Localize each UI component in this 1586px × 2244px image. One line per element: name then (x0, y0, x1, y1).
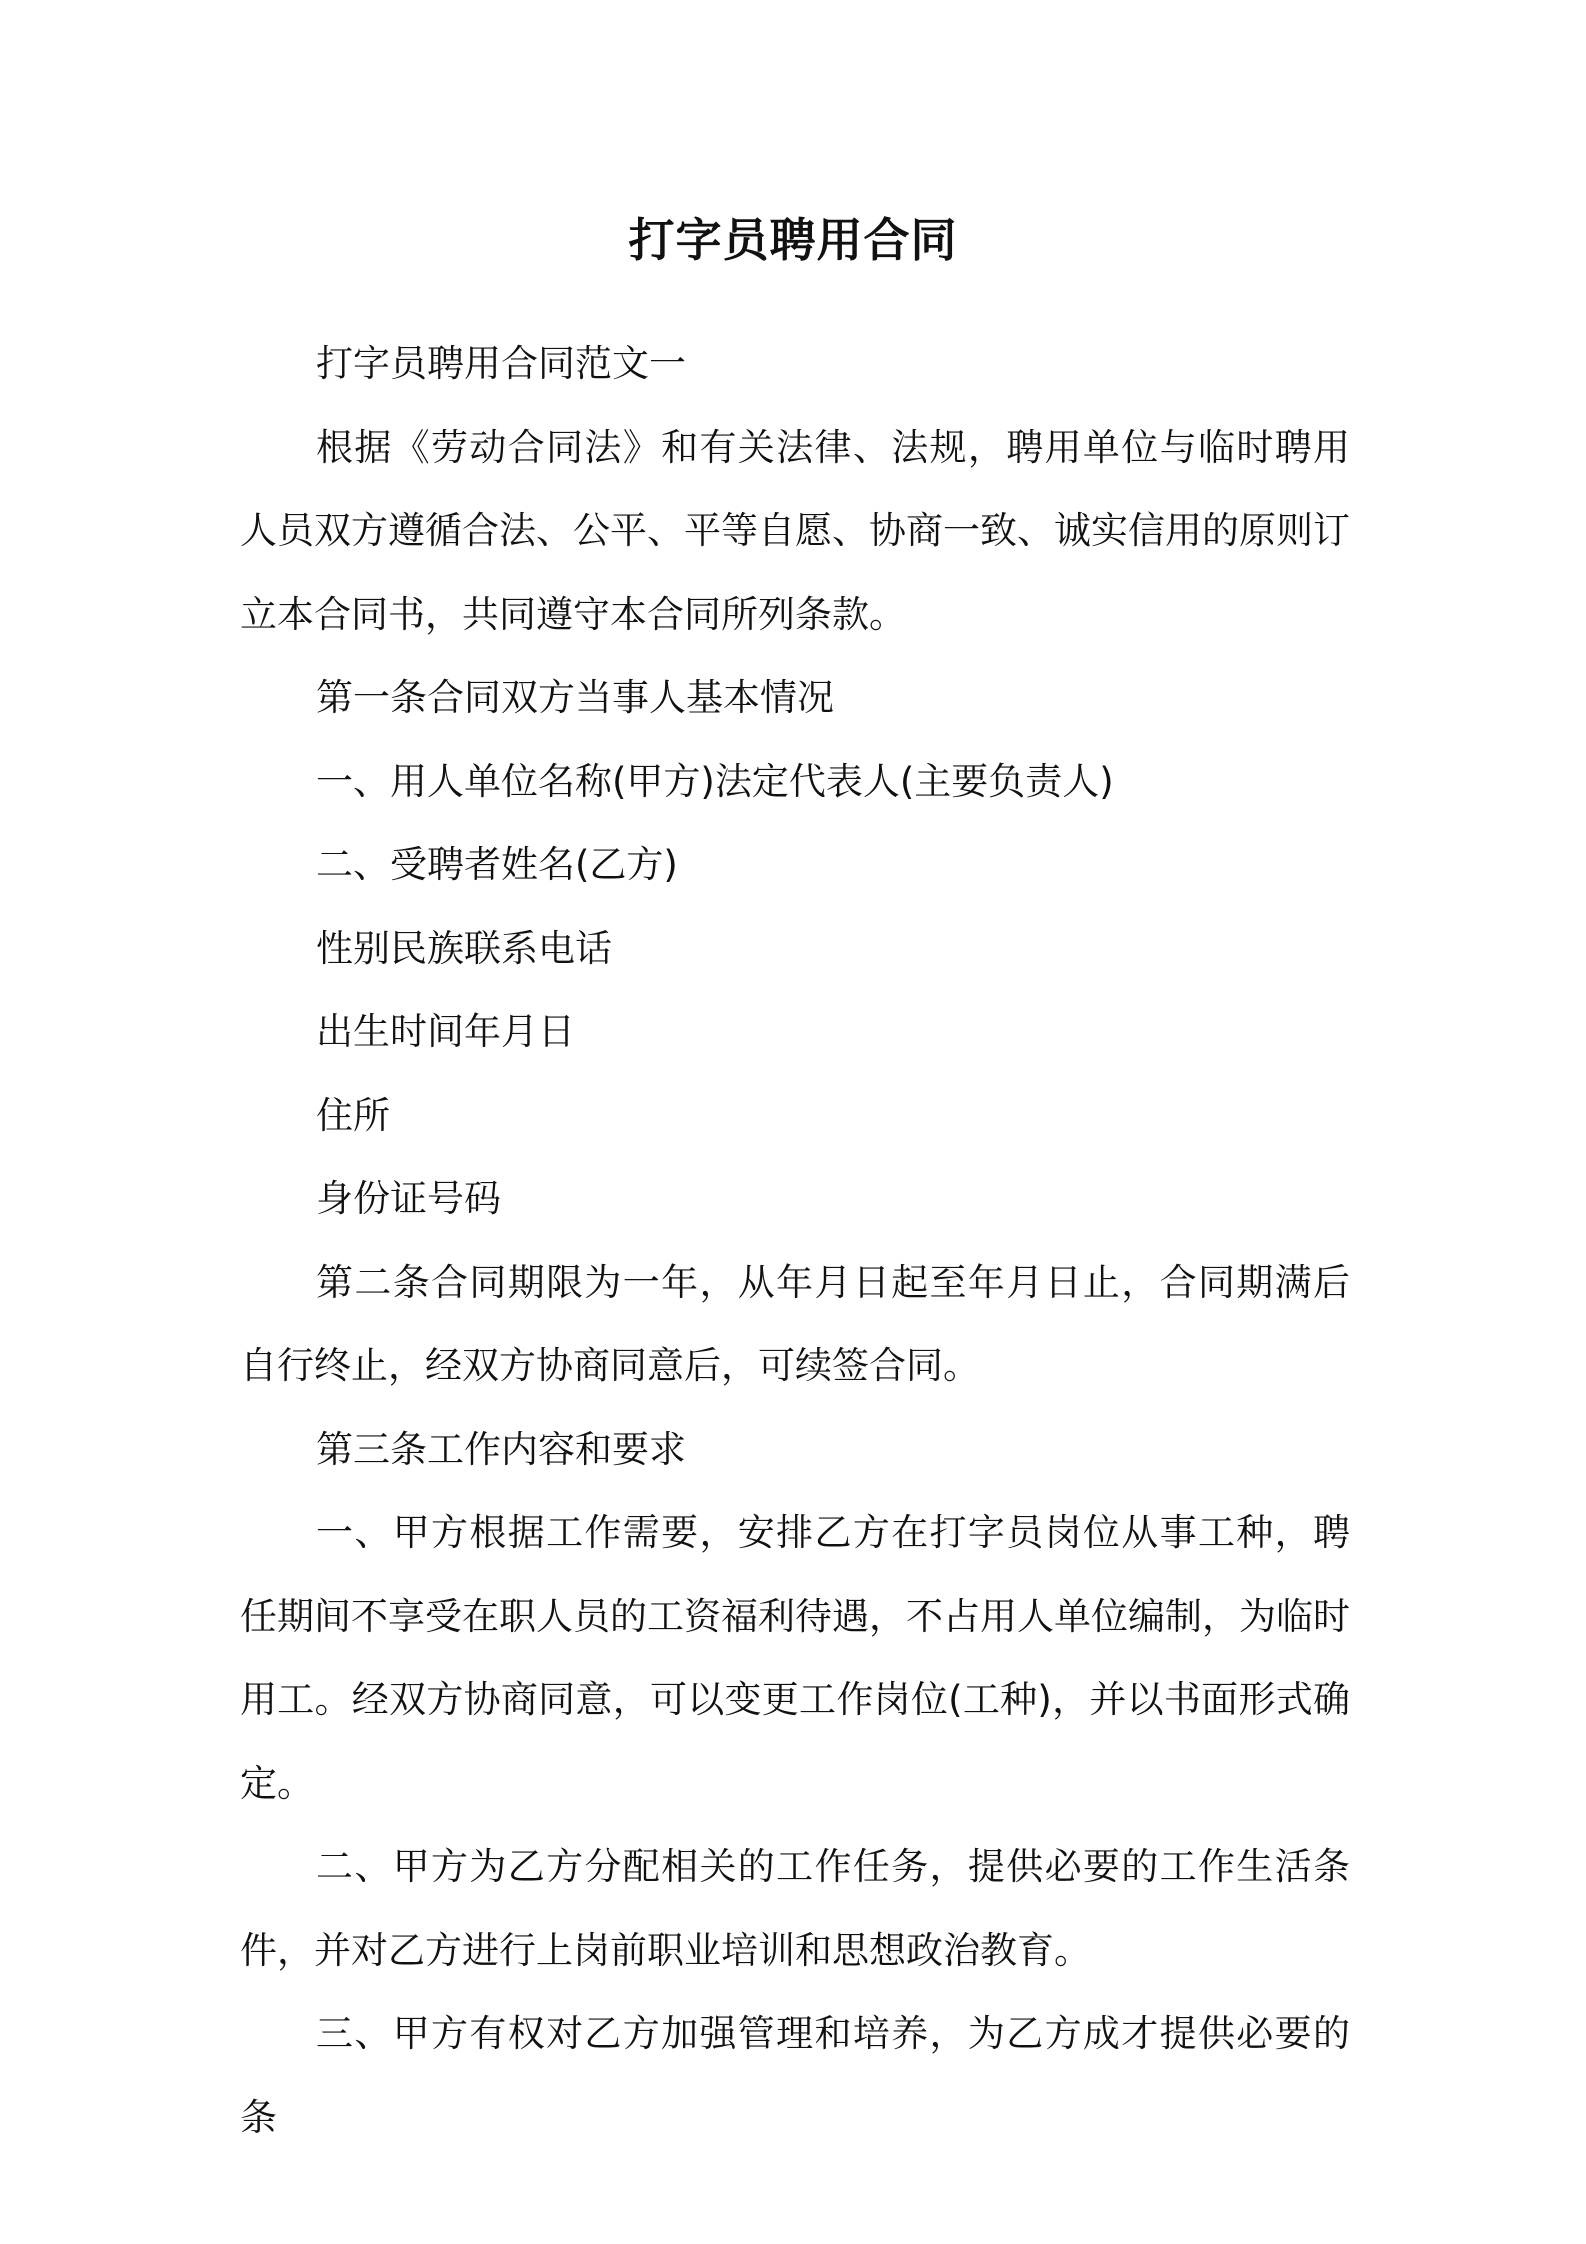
paragraph-id-number: 身份证号码 (316, 1177, 501, 1220)
paragraph-article-3-item-2: 二、甲方为乙方分配相关的工作任务，提供必要的工作生活条件，并对乙方进行上岗前职业培训和思想政治教育。 (240, 1845, 1350, 1972)
paragraph-article-2: 第二条合同期限为一年，从年月日起至年月日止，合同期满后自行终止，经双方协商同意后，可续签合同。 (240, 1260, 1350, 1387)
document-title: 打字员聘用合同 (628, 213, 958, 267)
paragraph-article-3-item-3: 三、甲方有权对乙方加强管理和培养，为乙方成才提供必要的条 (240, 2012, 1350, 2139)
paragraph-article-3-heading: 第三条工作内容和要求 (316, 1427, 686, 1471)
paragraph-subtitle: 打字员聘用合同范文一 (316, 342, 686, 385)
paragraph-article-1-heading: 第一条合同双方当事人基本情况 (316, 676, 834, 719)
document-body (240, 322, 1350, 2159)
paragraph-article-3-item-1: 一、甲方根据工作需要，安排乙方在打字员岗位从事工种，聘任期间不享受在职人员的工资福利待遇，不占用人单位编制，为临时用工。经双方协商同意，可以变更工作岗位(工种)，并以书面形式确定。 (240, 1511, 1350, 1805)
paragraph-birth-date: 出生时间年月日 (316, 1010, 575, 1053)
paragraph-gender-ethnicity-phone: 性别民族联系电话 (316, 926, 612, 970)
paragraph-preamble: 根据《劳动合同法》和有关法律、法规，聘用单位与临时聘用人员双方遵循合法、公平、平等自愿、协商一致、诚实信用的原则订立本合同书，共同遵守本合同所列条款。 (240, 425, 1350, 636)
paragraph-employer-info: 一、用人单位名称(甲方)法定代表人(主要负责人) (316, 759, 1114, 803)
paragraph-address: 住所 (316, 1093, 390, 1137)
paragraph-employee-name: 二、受聘者姓名(乙方) (316, 843, 678, 886)
